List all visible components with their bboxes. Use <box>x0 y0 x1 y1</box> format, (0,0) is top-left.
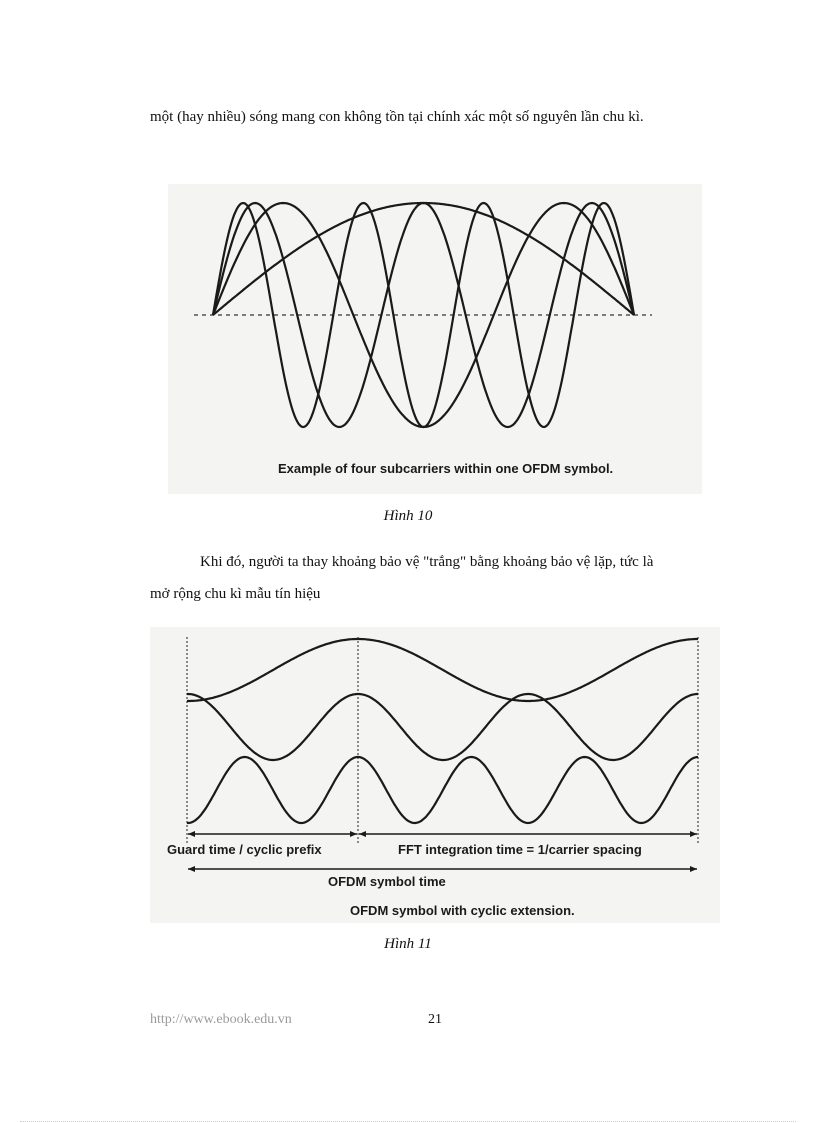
arrowhead <box>188 831 195 837</box>
carrier-wave <box>187 639 698 701</box>
arrowhead <box>359 831 366 837</box>
symbol-time-label: OFDM symbol time <box>328 874 446 889</box>
fft-time-label: FFT integration time = 1/carrier spacing <box>398 842 642 857</box>
figure-caption: Hình 11 <box>384 936 432 952</box>
page-bottom-rule <box>20 1121 796 1122</box>
paragraph-continuation: một (hay nhiều) sóng mang con không tồn tại chính xác một số nguyên lần chu kì. <box>150 109 644 125</box>
figure-inner-caption: Example of four subcarriers within one OFDM symbol. <box>278 461 614 476</box>
arrowhead <box>690 866 697 872</box>
arrowhead <box>350 831 357 837</box>
figure-ofdm-subcarriers <box>168 184 702 494</box>
subcarriers-plot <box>168 184 702 494</box>
figure-cyclic-extension <box>150 627 720 923</box>
arrowhead <box>188 866 195 872</box>
paragraph-cyclic-extension: Khi đó, người ta thay khoảng bảo vệ "trắng" bằng khoảng bảo vệ lặp, tức là mở rộng chu kì mẫu tín hiệu <box>150 554 654 602</box>
cyclic-extension-plot <box>150 627 720 923</box>
subcarrier-wave <box>213 203 634 315</box>
carrier-wave <box>187 757 698 823</box>
page-number: 21 <box>428 1012 442 1027</box>
figure-inner-caption: OFDM symbol with cyclic extension. <box>350 903 575 918</box>
guard-time-label: Guard time / cyclic prefix <box>167 842 322 857</box>
figure-caption: Hình 10 <box>383 508 433 524</box>
arrowhead <box>690 831 697 837</box>
carrier-wave <box>187 694 698 760</box>
footer-url: http://www.ebook.edu.vn <box>150 1012 292 1027</box>
